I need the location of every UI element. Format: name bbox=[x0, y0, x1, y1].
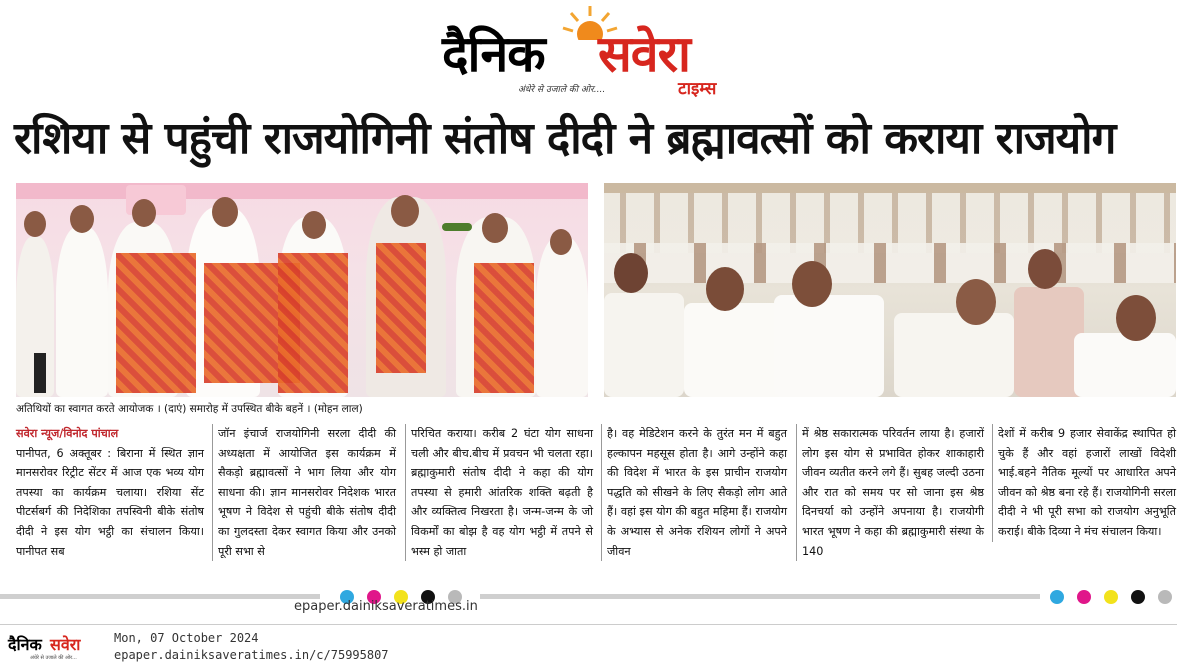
article-column-6 bbox=[992, 424, 1176, 542]
print-registration-strip bbox=[0, 590, 1177, 603]
photo-audience bbox=[604, 183, 1176, 397]
gray-dot-icon-right bbox=[1158, 590, 1172, 604]
masthead bbox=[430, 4, 750, 99]
epaper-url[interactable]: epaper.dainiksaveratimes.in bbox=[294, 599, 478, 614]
footer bbox=[0, 624, 1177, 668]
brand-tagline: अंधेरे से उजाले की ओर.... bbox=[518, 85, 606, 95]
publication-date: Mon, 07 October 2024 bbox=[114, 631, 259, 645]
epaper-link[interactable]: epaper.dainiksaveratimes.in/c/75995807 bbox=[114, 648, 389, 662]
article-column-4 bbox=[601, 424, 787, 561]
article-column-1 bbox=[16, 424, 204, 561]
article-column-5 bbox=[796, 424, 984, 561]
byline: सवेरा न्यूज/विनोद पांचाल bbox=[16, 427, 119, 440]
article-text-2: जॉन इंचार्ज राजयोगिनी सरला दीदी की अध्यक्षता में आयोजित इस कार्यक्रम में सैकड़ो ब्रह्मावत्सों ने भाग लिया और योग साधना की। ज्ञान मानसरोवर निदेशक भारत भूषण ने विदेश से पहुंची बीके संतोष दीदी का गुलदस्ता देकर स्वागत किया और उनको पूरी सभा से bbox=[218, 427, 396, 558]
article-text-1: पानीपत, 6 अक्तूबर : बिराना में स्थित ज्ञान मानसरोवर रिट्रीट सेंटर में आज एक भव्य योग तपस्या का कार्यक्रम चलाया। रशिया सेंट पीटर्सबर्ग की निदेशिका तपस्विनी बीके संतोष दीदी ने इस योग भट्ठी का संचालन किया। पानीपत सब bbox=[16, 446, 204, 558]
footer-brand-right: सवेरा bbox=[50, 635, 81, 654]
article-column-3 bbox=[405, 424, 593, 561]
magenta-dot-icon-right bbox=[1077, 590, 1091, 604]
black-dot-icon-right bbox=[1131, 590, 1145, 604]
yellow-dot-icon-right bbox=[1104, 590, 1118, 604]
article-column-2 bbox=[212, 424, 396, 561]
article-text-3: परिचित कराया। करीब 2 घंटा योग साधना चली और बीच.बीच में प्रवचन भी चलता रहा। ब्रह्माकुमारी संतोष दीदी ने कहा की योग तपस्या से हमारी आंतरिक शक्ति बढ़ती है और व्यक्तित्व निखरता है। जन्म-जन्म के जो विकर्मों का बोझ है वह योग भट्ठी में तपने से भस्म हो जाता bbox=[411, 427, 593, 558]
headline: रशिया से पहुंची राजयोगिनी संतोष दीदी ने ब्रह्मावत्सों को कराया राजयोग bbox=[14, 113, 1116, 164]
footer-brand-left: दैनिक bbox=[8, 635, 42, 654]
article-text-6: देशों में करीब 9 हजार सेवाकेंद्र स्थापित हो चुके हैं और वहां हजारों लाखों विदेशी भाई.बहने नैतिक मूल्यों पर आधारित अपने जीवन को श्रेष्ठ बना रहे हैं। राजयोगिनी सरला दीदी ने भी पूरी सभा को राजयोग अनुभूति कराई। बीके दिव्या ने मंच संचालन किया। bbox=[998, 427, 1176, 538]
photo-caption: अतिथियों का स्वागत करते आयोजक । (दाएं) समारोह में उपस्थित बीके बहनें । (मोहन लाल) bbox=[16, 403, 363, 415]
brand-name-left: दैनिक bbox=[442, 25, 545, 83]
photo-welcome-ceremony bbox=[16, 183, 588, 397]
brand-name-right: सवेरा bbox=[598, 25, 690, 83]
brand-subtitle: टाइम्स bbox=[678, 79, 717, 99]
article-text-4: है। वह मेडिटेशन करने के तुरंत मन में बहुत हल्कापन महसूस होता है। आगे उन्होंने कहा की विदेश में भारत के इस प्राचीन राजयोग पद्धति को सीखने के लिए सैकड़ो लोग आते हैं। वहां इस योग की बहुत महिमा हैं। राजयोग के अभ्यास से अनेक रशियन लोगों ने अपने जीवन bbox=[607, 427, 787, 558]
footer-tagline: अंधेरे से उजाले की ओर... bbox=[30, 655, 77, 661]
cyan-dot-icon-right bbox=[1050, 590, 1064, 604]
article-text-5: में श्रेष्ठ सकारात्मक परिवर्तन लाया है। हजारों लोग इस योग से प्रभावित होकर शाकाहारी जीवन व्यतीत करने लगे हैं। सुबह जल्दी उठना और रात को समय पर सो जाना इस श्रेष्ठ दिनचर्या को उन्होंने अपनाया है। राजयोगी भारत भूषण ने कहा की ब्रह्माकुमारी संस्था के 140 bbox=[802, 427, 984, 558]
